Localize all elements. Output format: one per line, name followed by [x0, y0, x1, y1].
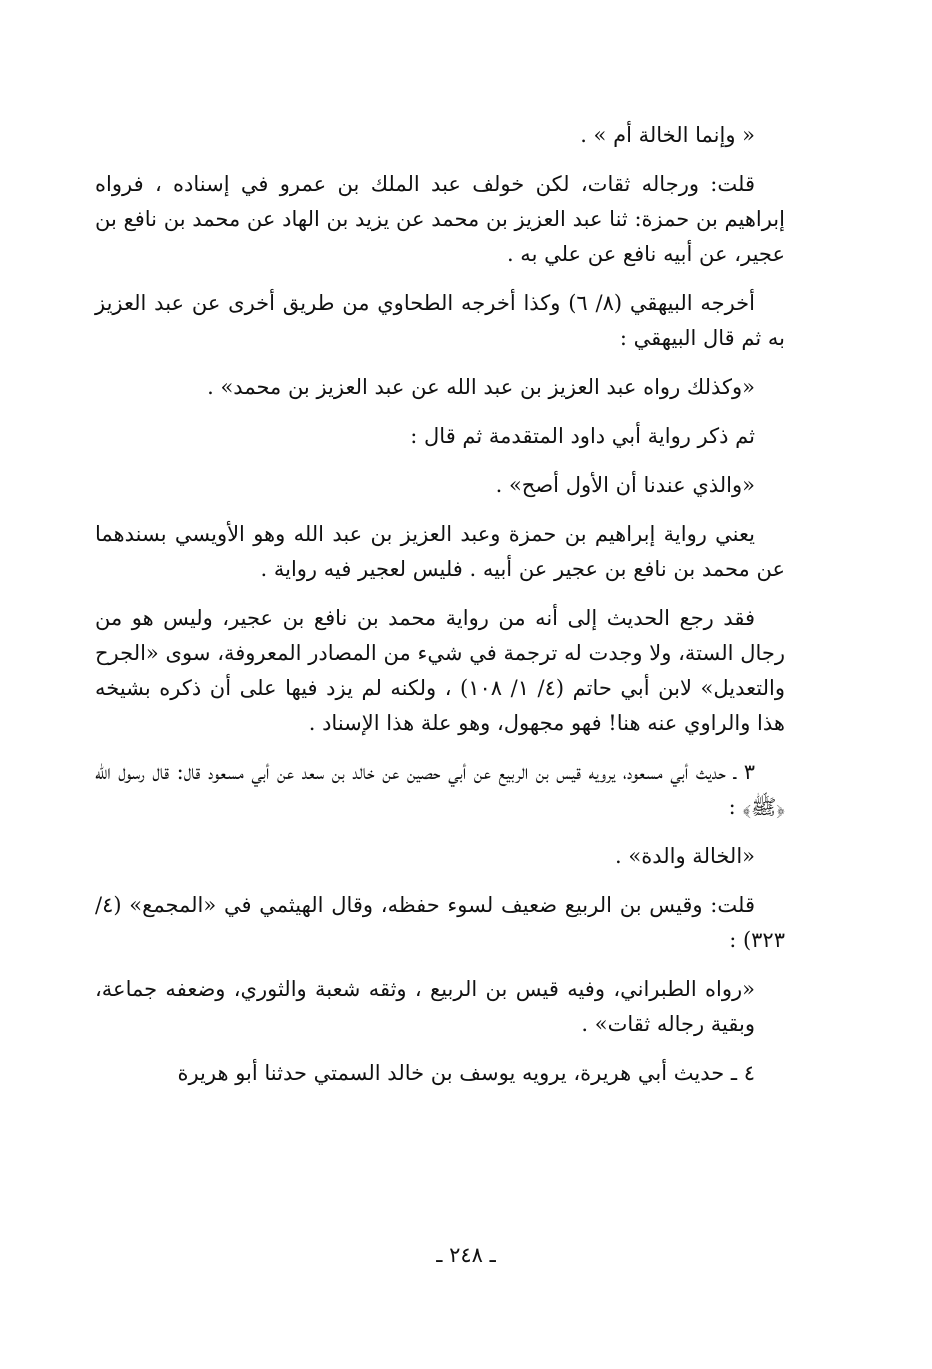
paragraph: قلت: وقيس بن الربيع ضعيف لسوء حفظه، وقال الهيثمي في «المجمع» (٤/ ٣٢٣) : — [95, 893, 785, 952]
paragraph: «والذي عندنا أن الأول أصح» . — [495, 473, 755, 497]
page-body — [95, 118, 785, 1105]
paragraph: قلت: ورجاله ثقات، لكن خولف عبد الملك بن عمرو في إسناده ، فرواه إبراهيم بن حمزة: ثنا عبد العزيز بن محمد عن يزيد بن الهاد عن محمد بن نافع بن عجير، عن أبيه نافع عن علي به . — [95, 172, 785, 266]
paragraph: أخرجه البيهقي (٨/ ٦) وكذا أخرجه الطحاوي من طريق أخرى عن عبد العزيز به ثم قال البيهقي : — [95, 291, 785, 350]
paragraph: ثم ذكر رواية أبي داود المتقدمة ثم قال : — [410, 424, 755, 448]
paragraph: ٣ ـ حديث أبي مسعود، يرويه قيس بن الربيع عن أبي حصين عن خالد بن سعد عن أبي مسعود قال: قال رسول الله ﴿ﷺ﴾ : — [95, 760, 785, 819]
paragraph: ٤ ـ حديث أبي هريرة، يرويه يوسف بن خالد السمتي حدثنا أبو هريرة — [177, 1061, 755, 1085]
paragraph: «الخالة والدة» . — [615, 844, 755, 868]
paragraph: يعني رواية إبراهيم بن حمزة وعبد العزيز بن عبد الله وهو الأويسي بسندهما عن محمد بن نافع بن عجير عن أبيه . فليس لعجير فيه رواية . — [95, 522, 785, 581]
paragraph: «رواه الطبراني، وفيه قيس بن الربيع ، وثقه شعبة والثوري، وضعفه جماعة، وبقية رجاله ثقات» . — [95, 977, 755, 1036]
page-number: ـ ٢٤٨ ـ — [436, 1243, 496, 1267]
paragraph: «وكذلك رواه عبد العزيز بن عبد الله عن عبد العزيز بن محمد» . — [207, 375, 755, 399]
paragraph: فقد رجع الحديث إلى أنه من رواية محمد بن نافع بن عجير، وليس هو من رجال الستة، ولا وجدت له ترجمة في شيء من المصادر المعروفة، سوى «الجرح والتعديل» لابن أبي حاتم (٤/ ١/ ١٠٨) ، ولكنه لم يزد فيها على أن ذكره بشيخه هذا والراوي عنه هنا! فهو مجهول، وهو علة هذا الإسناد . — [95, 606, 785, 735]
paragraph: « وإنما الخالة أم » . — [580, 123, 755, 147]
